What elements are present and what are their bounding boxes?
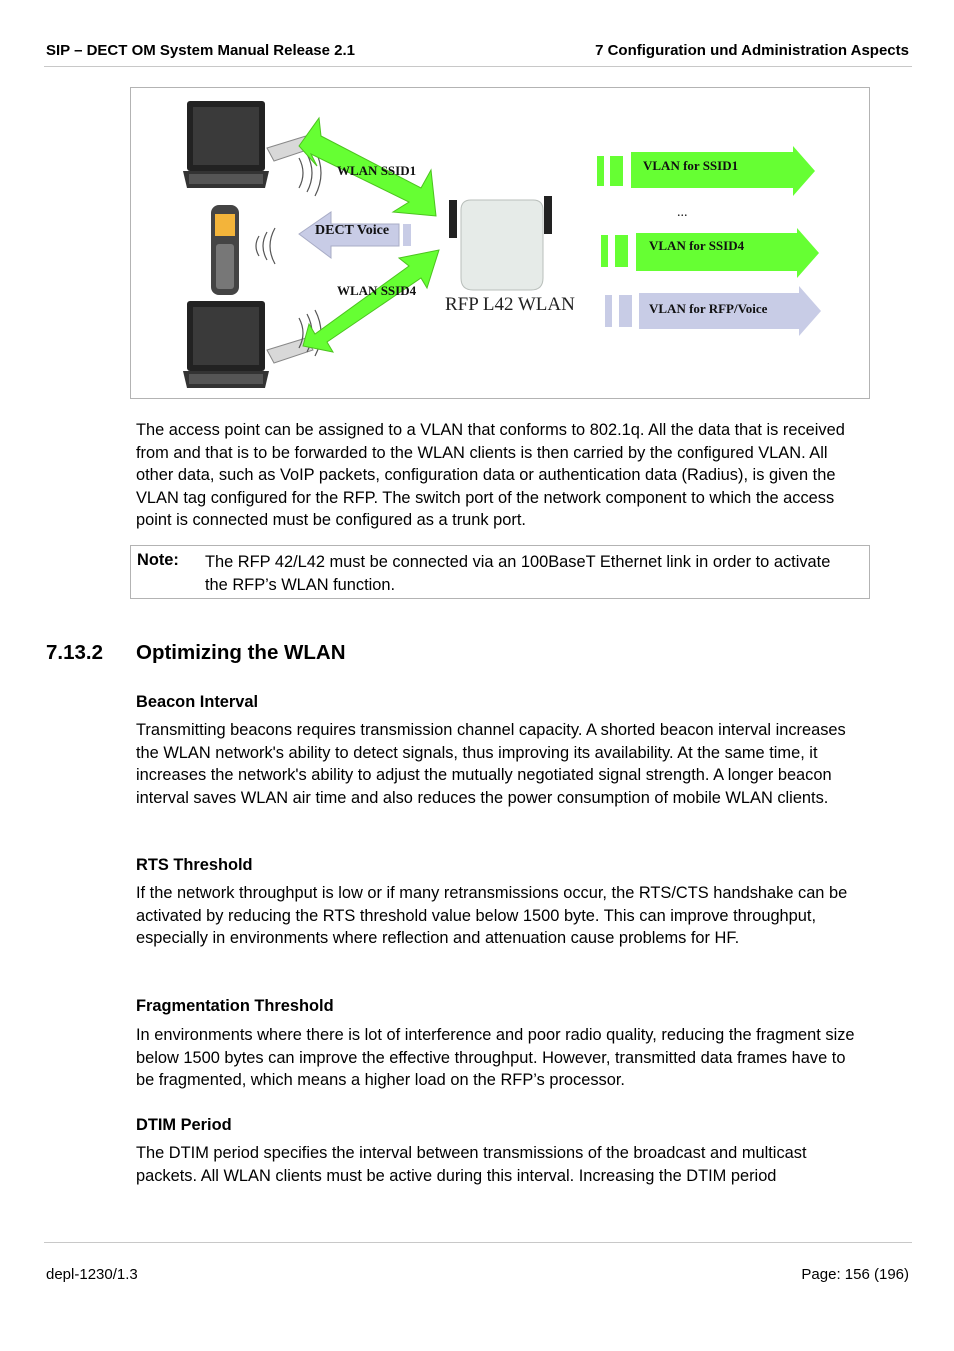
note-box bbox=[130, 545, 870, 599]
subsection-heading-dtim-period: DTIM Period bbox=[136, 1116, 232, 1134]
wlan-vlan-figure bbox=[130, 87, 870, 399]
note-text: The RFP 42/L42 must be connected via an 100BaseT Ethernet link in order to activate the RFP’s WLAN function. bbox=[205, 553, 831, 594]
footer-document-id: depl-1230/1.3 bbox=[46, 1266, 138, 1283]
figure-illustration bbox=[131, 88, 869, 398]
subsection-text-fragmentation-threshold: In environments where there is lot of interference and poor radio quality, reducing the fragment size below 1500 bytes can improve the effective throughput. However, transmitted data frames have to be fragmented, which means a higher load on the RFP’s processor. bbox=[136, 1026, 855, 1089]
label-vlan-ssid1: VLAN for SSID1 bbox=[643, 158, 739, 173]
label-device: RFP L42 WLAN bbox=[445, 294, 575, 315]
laptop-top-icon bbox=[183, 101, 269, 188]
subsection-heading-fragmentation-threshold: Fragmentation Threshold bbox=[136, 997, 334, 1015]
note-label: Note: bbox=[137, 551, 179, 569]
subsection-heading-beacon-interval: Beacon Interval bbox=[136, 693, 259, 711]
label-vlan-rfp-voice: VLAN for RFP/Voice bbox=[649, 301, 768, 316]
label-ellipsis: ... bbox=[677, 205, 688, 220]
dect-phone-icon bbox=[211, 205, 239, 295]
label-wlan-ssid4: WLAN SSID4 bbox=[337, 283, 417, 298]
running-header-title: SIP – DECT OM System Manual Release 2.1 bbox=[46, 42, 356, 59]
label-vlan-ssid4: VLAN for SSID4 bbox=[649, 238, 745, 253]
rfp-l42-device-icon bbox=[449, 196, 552, 290]
running-header-chapter: 7 Configuration und Administration Aspects bbox=[595, 42, 909, 59]
header-divider bbox=[44, 66, 912, 67]
footer-divider bbox=[44, 1242, 912, 1243]
laptop-bottom-icon bbox=[183, 301, 269, 388]
section-number: 7.13.2 bbox=[46, 641, 103, 664]
intro-paragraph: The access point can be assigned to a VLAN that conforms to 802.1q. All the data that is received from and that is to be forwarded to the WLAN clients is then carried by the configured VLAN. All other data, such as VoIP packets, configuration data or authentication data (Radius), is given the VLAN tag configured for the RFP. The switch port of the network component to which the access point is connected must be configured as a trunk port. bbox=[136, 421, 845, 529]
label-wlan-ssid1: WLAN SSID1 bbox=[337, 163, 417, 178]
label-dect-voice: DECT Voice bbox=[315, 223, 390, 238]
subsection-text-beacon-interval: Transmitting beacons requires transmission channel capacity. A shorted beacon interval increases the WLAN network's ability to detect signals, thus improving its availability. At the same time, it increases the network's ability to adjust the mutually negotiated signal strength. A longer beacon interval saves WLAN air time and also reduces the power consumption of mobile WLAN clients. bbox=[136, 721, 846, 807]
section-title: Optimizing the WLAN bbox=[136, 641, 346, 664]
subsection-text-dtim-period: The DTIM period specifies the interval between transmissions of the broadcast and multicast packets. All WLAN clients must be active during this interval. Increasing the DTIM period bbox=[136, 1144, 807, 1185]
vlan-ssid4-arrow bbox=[601, 228, 819, 278]
subsection-text-rts-threshold: If the network throughput is low or if many retransmissions occur, the RTS/CTS handshake can be activated by reducing the RTS threshold value below 1500 byte. This can improve throughput, especially in environments where reflection and attenuation cause problems for HF. bbox=[136, 884, 848, 947]
subsection-heading-rts-threshold: RTS Threshold bbox=[136, 856, 253, 874]
wlan-ssid4-arrow bbox=[303, 250, 439, 352]
footer-page-number: Page: 156 (196) bbox=[801, 1266, 909, 1283]
